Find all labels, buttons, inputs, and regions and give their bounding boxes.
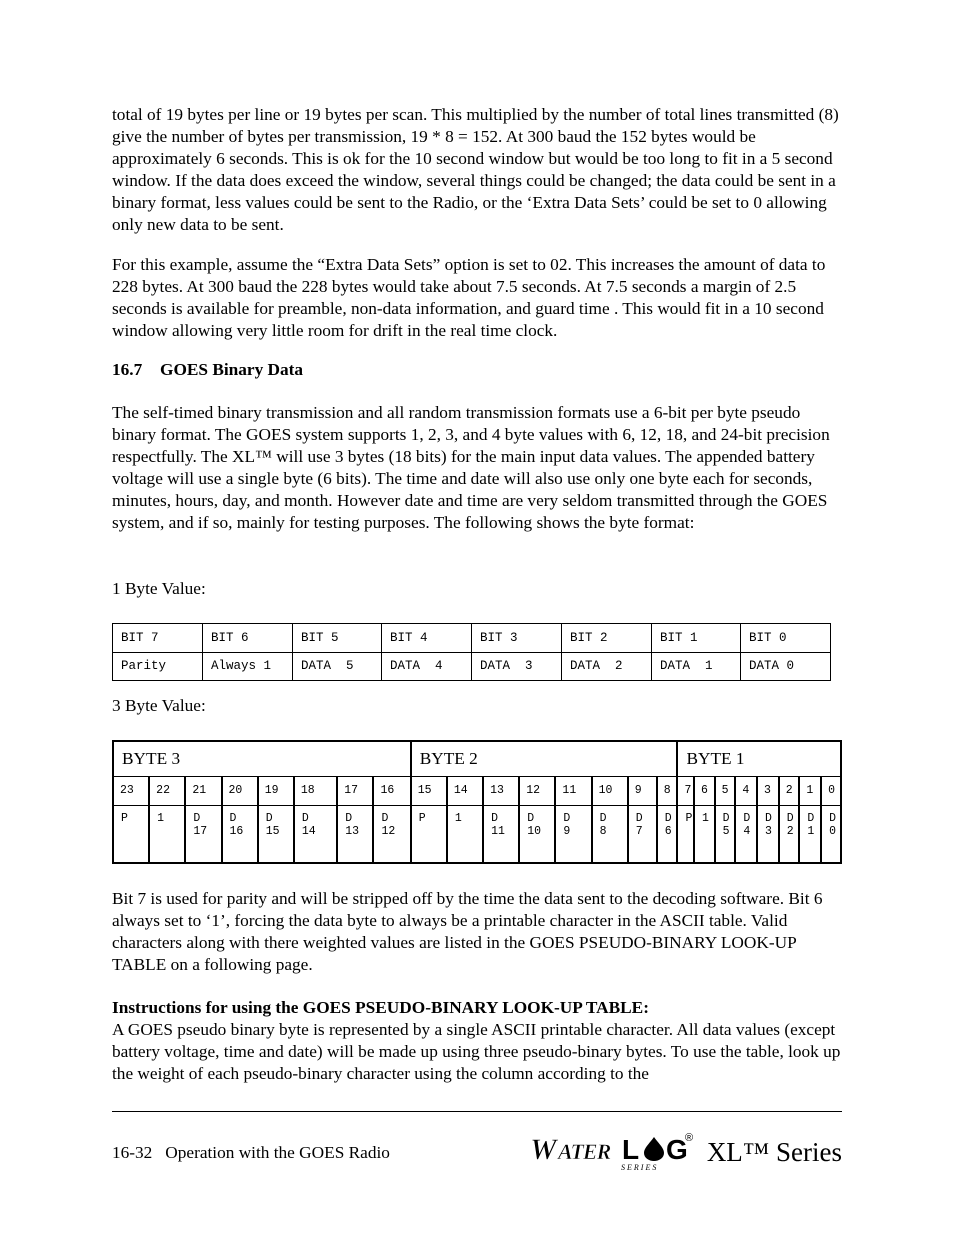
bit-field-cell: D 13 bbox=[337, 805, 373, 863]
paragraph-instructions: A GOES pseudo binary byte is represented by a single ASCII printable character. All data values (except battery voltage, time and date) will be made up using three pseudo-binary bytes. To use the table, look up the weight of each pseudo-binary character using the column according to the bbox=[112, 1020, 841, 1083]
xl-series-title: XL™ Series bbox=[706, 1137, 842, 1167]
bit-field-cell: DATA 0 bbox=[741, 652, 831, 681]
bit-field-cell: 1 bbox=[149, 805, 185, 863]
bit-field-cell: D 7 bbox=[628, 805, 657, 863]
one-byte-table bbox=[112, 623, 831, 681]
one-byte-label: 1 Byte Value: bbox=[112, 579, 206, 598]
waterlog-logo-icon bbox=[528, 1126, 698, 1172]
bit-number-cell: 1 bbox=[799, 776, 821, 805]
bit-field-cell: D 9 bbox=[555, 805, 591, 863]
bit-number-cell: 17 bbox=[337, 776, 373, 805]
bit-field-cell: D 0 bbox=[821, 805, 841, 863]
three-byte-table bbox=[112, 740, 842, 864]
bit-number-cell: 9 bbox=[628, 776, 657, 805]
bit-number-cell: 15 bbox=[411, 776, 447, 805]
three-byte-label: 3 Byte Value: bbox=[112, 696, 206, 715]
bit-number-cell: 2 bbox=[779, 776, 800, 805]
bit-field-cell: DATA 3 bbox=[472, 652, 562, 681]
footer-divider bbox=[112, 1111, 842, 1112]
logo-series-subtitle: S E R I E S bbox=[621, 1163, 657, 1172]
paragraph-bytes-per-transmission: total of 19 bytes per line or 19 bytes per scan. This multiplied by the number of total lines transmitted (8) give the number of bytes per transmission, 19 * 8 = 152. At 300 baud the 152 bytes would be approximately 6 seconds. This is ok for the 10 second window but would be too long to fit in a 5 second window. If the data does exceed the window, several things could be changed; the data could be sent in a binary format, less values could be sent to the Radio, or the ‘Extra Data Sets’ could be set to 0 allowing only new data to be sent. bbox=[112, 105, 839, 234]
svg-text:ATER: ATER bbox=[558, 1139, 611, 1164]
bit-number-cell: 10 bbox=[592, 776, 628, 805]
instructions-heading: Instructions for using the GOES PSEUDO-BINARY LOOK-UP TABLE: bbox=[112, 998, 649, 1017]
bit-header-cell: BIT 5 bbox=[293, 624, 382, 653]
bit-field-cell: Always 1 bbox=[203, 652, 293, 681]
one-byte-header-row bbox=[113, 624, 831, 653]
bit-header-cell: BIT 4 bbox=[382, 624, 472, 653]
bit-field-cell: D 5 bbox=[715, 805, 736, 863]
bit-header-cell: BIT 2 bbox=[562, 624, 652, 653]
one-byte-field-row bbox=[113, 652, 831, 681]
bit-number-cell: 5 bbox=[715, 776, 736, 805]
bit-field-cell: D 2 bbox=[779, 805, 800, 863]
bit-number-row bbox=[113, 776, 841, 805]
byte-2-header: BYTE 2 bbox=[411, 741, 678, 776]
bit-header-cell: BIT 0 bbox=[741, 624, 831, 653]
section-heading bbox=[112, 359, 303, 381]
bit-number-cell: 11 bbox=[555, 776, 591, 805]
bit-number-cell: 3 bbox=[757, 776, 779, 805]
bit-field-cell: 1 bbox=[694, 805, 715, 863]
bit-field-cell: DATA 4 bbox=[382, 652, 472, 681]
bit-field-cell: DATA 2 bbox=[562, 652, 652, 681]
bit-field-cell: DATA 1 bbox=[652, 652, 741, 681]
bit-field-cell: D 10 bbox=[519, 805, 555, 863]
bit-number-cell: 18 bbox=[294, 776, 337, 805]
bit-number-cell: 13 bbox=[483, 776, 519, 805]
bit-field-cell: P bbox=[411, 805, 447, 863]
bit-number-cell: 20 bbox=[222, 776, 258, 805]
bit-number-cell: 23 bbox=[113, 776, 149, 805]
bit-field-cell: D 16 bbox=[222, 805, 258, 863]
bit-field-cell: D 6 bbox=[657, 805, 678, 863]
section-number: 16.7 bbox=[112, 360, 143, 379]
bit-number-cell: 6 bbox=[694, 776, 715, 805]
bit-field-cell: D 3 bbox=[757, 805, 779, 863]
paragraph-extra-data-sets: For this example, assume the “Extra Data Sets” option is set to 02. This increases the amount of data to 228 bytes. At 300 baud the 228 bytes would take about 7.5 seconds. At 7.5 seconds a margin of 2.5 seconds is available for preamble, non-data information, and guard time . This would fit in a 10 second window allowing very little room for drift in the real time clock. bbox=[112, 255, 826, 340]
bit-header-cell: BIT 7 bbox=[113, 624, 203, 653]
bit-field-cell: D 8 bbox=[592, 805, 628, 863]
bit-header-cell: BIT 3 bbox=[472, 624, 562, 653]
paragraph-parity: Bit 7 is used for parity and will be stripped off by the time the data sent to the decoding software. Bit 6 always set to ‘1’, forcing the data byte to always be a printable character in the ASCII table. Valid characters along with there weighted values are listed in the GOES PSEUDO-BINARY LOOK-UP TABLE on a following page. bbox=[112, 889, 823, 974]
svg-text:W: W bbox=[530, 1133, 556, 1166]
bit-header-cell: BIT 1 bbox=[652, 624, 741, 653]
bit-field-cell: D 12 bbox=[373, 805, 410, 863]
bit-field-cell: D 14 bbox=[294, 805, 337, 863]
bit-number-cell: 21 bbox=[185, 776, 221, 805]
bit-header-cell: BIT 6 bbox=[203, 624, 293, 653]
bit-number-cell: 14 bbox=[447, 776, 483, 805]
byte-3-header: BYTE 3 bbox=[113, 741, 411, 776]
bit-field-cell: D 11 bbox=[483, 805, 519, 863]
bit-field-row bbox=[113, 805, 841, 863]
bit-field-cell: Parity bbox=[113, 652, 203, 681]
bit-field-cell: P bbox=[677, 805, 694, 863]
bit-field-cell: P bbox=[113, 805, 149, 863]
section-title: GOES Binary Data bbox=[160, 360, 304, 379]
footer-brand bbox=[528, 1126, 842, 1172]
bit-number-cell: 0 bbox=[821, 776, 841, 805]
footer-page-reference: 16-32 Operation with the GOES Radio bbox=[112, 1143, 390, 1162]
bit-field-cell: 1 bbox=[447, 805, 483, 863]
svg-text:G: G bbox=[666, 1134, 688, 1165]
svg-text:L: L bbox=[622, 1134, 640, 1165]
bit-number-cell: 16 bbox=[373, 776, 410, 805]
bit-number-cell: 7 bbox=[677, 776, 694, 805]
bit-number-cell: 4 bbox=[735, 776, 757, 805]
bit-number-cell: 19 bbox=[258, 776, 294, 805]
byte-1-header: BYTE 1 bbox=[677, 741, 841, 776]
bit-field-cell: D 1 bbox=[799, 805, 821, 863]
bit-field-cell: D 4 bbox=[735, 805, 757, 863]
bit-field-cell: D 17 bbox=[185, 805, 221, 863]
bit-number-cell: 8 bbox=[657, 776, 678, 805]
byte-header-row bbox=[113, 741, 841, 776]
paragraph-binary-format: The self-timed binary transmission and all random transmission formats use a 6-bit per byte pseudo binary format. The GOES system supports 1, 2, 3, and 4 byte values with 6, 12, 18, and 24-bit precision respectfully. The XL™ will use 3 bytes (18 bits) for the main input data values. The appended battery voltage will use a single byte (6 bits). The time and date will also use only one byte each for seconds, minutes, hours, day, and month. However date and time are very seldom transmitted through the GOES system, and if so, mainly for testing purposes. The following shows the byte format: bbox=[112, 403, 830, 532]
bit-field-cell: DATA 5 bbox=[293, 652, 382, 681]
bit-field-cell: D 15 bbox=[258, 805, 294, 863]
bit-number-cell: 12 bbox=[519, 776, 555, 805]
registered-mark: ® bbox=[685, 1132, 694, 1144]
bit-number-cell: 22 bbox=[149, 776, 185, 805]
